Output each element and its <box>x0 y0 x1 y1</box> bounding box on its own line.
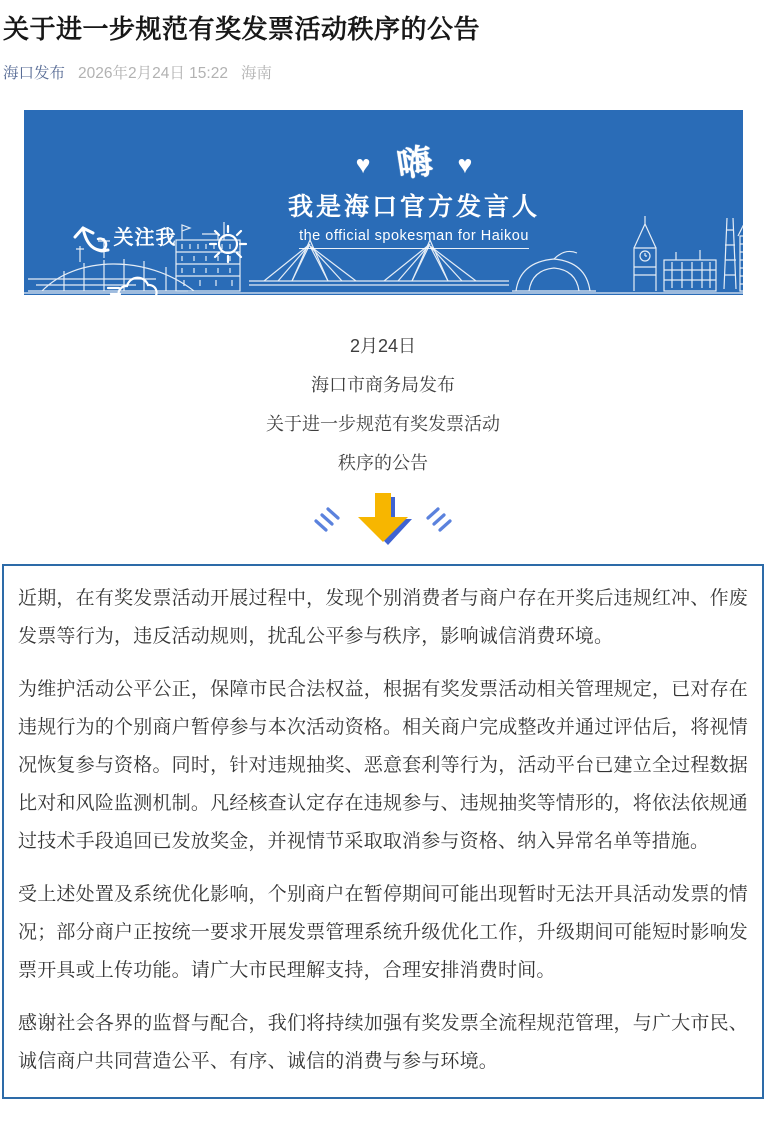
intro-block <box>0 327 766 483</box>
sun-icon <box>206 222 250 266</box>
publish-location: 海南 <box>240 65 272 82</box>
slogan-sub: the official spokesman for Haikou <box>299 228 529 249</box>
notice-paragraph: 受上述处置及系统优化影响，个别商户在暂停期间可能出现暂时无法开具活动发票的情况；部分商户正按统一要求开展发票管理系统升级优化工作，升级期间可能短时影响发票开具或上传功能。请广大市民理解支持，合理安排消费时间。 <box>18 884 748 981</box>
follow-label: 关注我 <box>113 227 177 249</box>
intro-line: 2月24日 <box>349 336 417 356</box>
intro-line: 海口市商务局发布 <box>311 375 455 395</box>
page-title: 关于进一步规范有奖发票活动秩序的公告 <box>3 14 481 44</box>
intro-line: 关于进一步规范有奖发票活动 <box>266 414 500 434</box>
notice-paragraph: 感谢社会各界的监督与配合，我们将持续加强有奖发票全流程规范管理，与广大市民、诚信商户共同营造公平、有序、诚信的消费与参与环境。 <box>18 1013 748 1072</box>
slogan-main: 我是海口官方发言人 <box>287 193 541 221</box>
notice-paragraph: 近期，在有奖发票活动开展过程中，发现个别消费者与商户存在开奖后违规红冲、作废发票等行为，违反活动规则，扰乱公平参与秩序，影响诚信消费环境。 <box>18 588 748 647</box>
notice-paragraph: 为维护活动公平公正，保障市民合法权益，根据有奖发票活动相关管理规定，已对存在违规行为的个别商户暂停参与本次活动资格。相关商户完成整改并通过评估后，将视情况恢复参与资格。同时，针对违规抽奖、恶意套利等行为，活动平台已建立全过程数据比对和风险监测机制。凡经核查认定存在违规参与、违规抽奖等情形的，将依法依规通过技术手段追回已发放奖金，并视情节采取取消参与资格、纳入异常名单等措施。 <box>18 679 748 852</box>
banner-slogan <box>288 138 540 249</box>
intro-line: 秩序的公告 <box>338 453 428 473</box>
hi-character: 嗨 <box>394 141 435 186</box>
heart-icon: ♥ <box>355 150 371 179</box>
banner-image[interactable] <box>24 110 743 295</box>
account-name-link[interactable]: 海口发布 <box>3 65 66 82</box>
heart-icon: ♥ <box>457 150 473 179</box>
cloud-icon <box>106 270 164 295</box>
follow-arrow-icon <box>68 218 112 256</box>
down-arrow-icon <box>298 487 468 551</box>
publish-date: 2026年2月24日 15:22 <box>78 65 228 82</box>
byline <box>0 49 766 83</box>
follow-badge <box>68 218 177 256</box>
notice-box <box>2 564 764 1099</box>
